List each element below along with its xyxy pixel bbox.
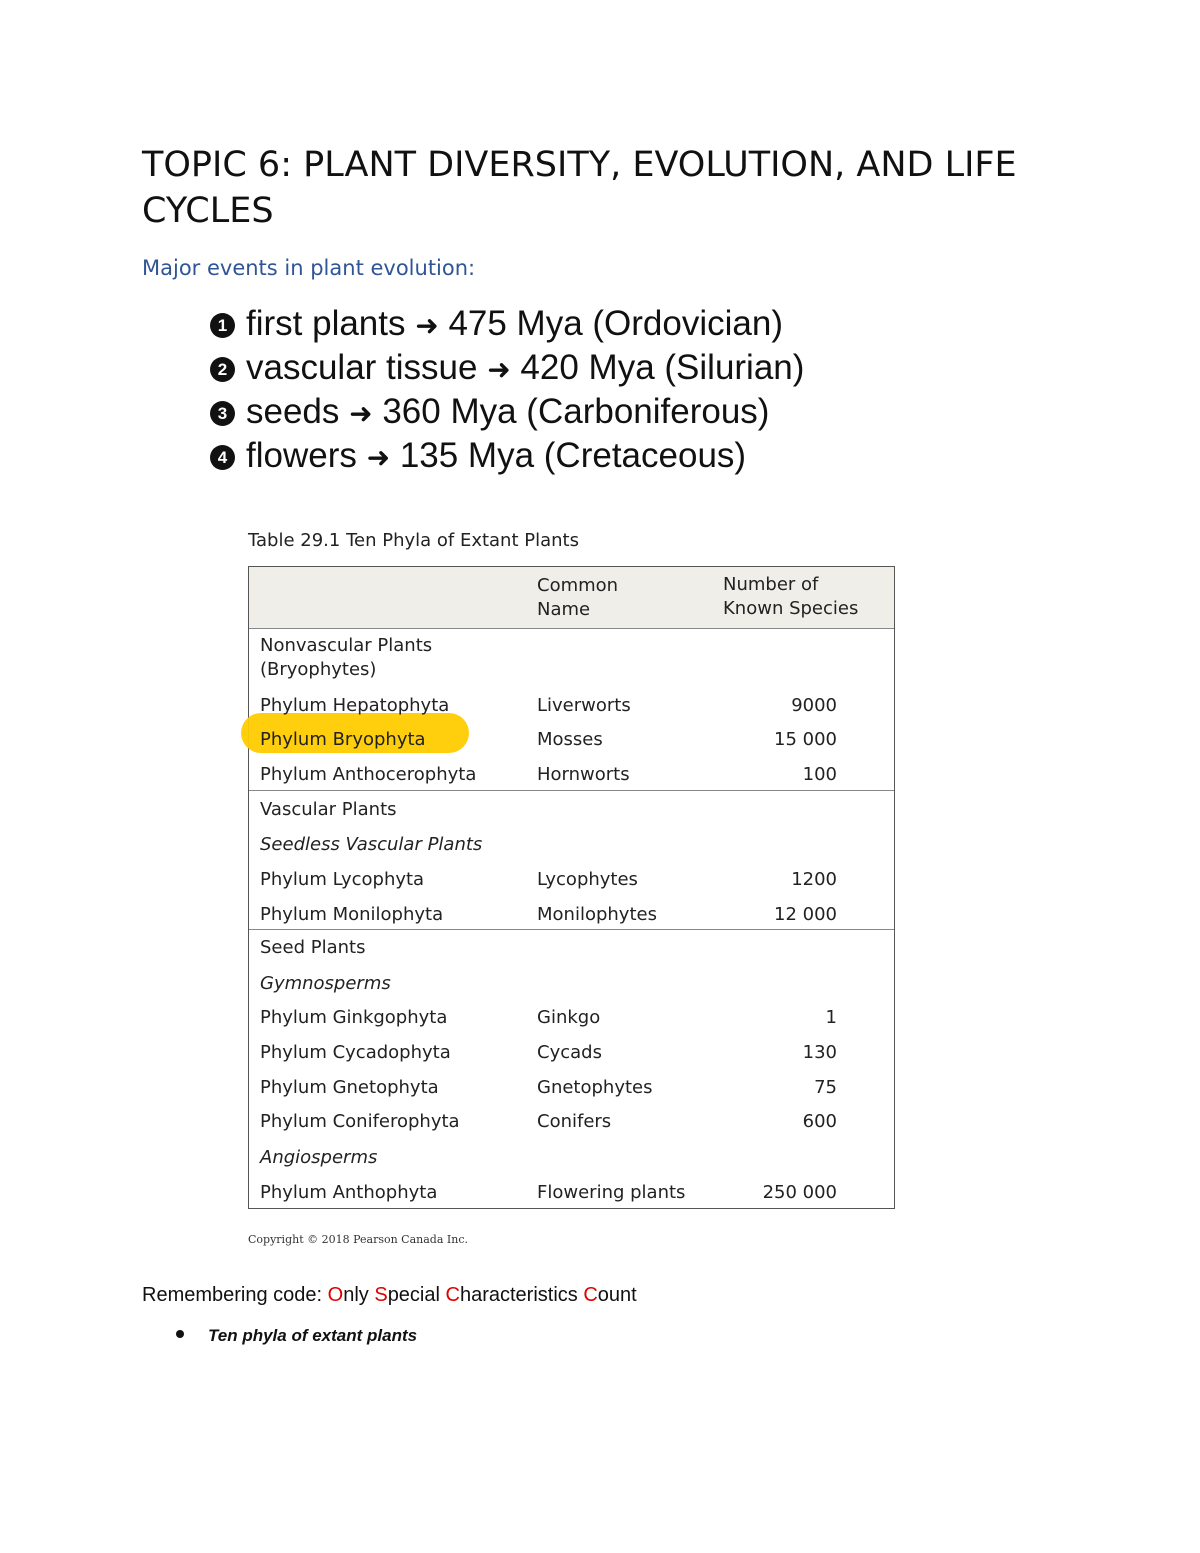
arrow-icon: ➜ xyxy=(349,397,373,430)
table-row-phylum: Phylum Bryophyta xyxy=(260,729,426,750)
table-row-count: 100 xyxy=(802,764,837,785)
table-row-common: Ginkgo xyxy=(537,1007,601,1028)
table-caption: Table 29.1 Ten Phyla of Extant Plants xyxy=(248,530,579,551)
event-label: flowers xyxy=(246,436,357,475)
code-word-rest: ount xyxy=(597,1284,637,1306)
copyright-notice: Copyright © 2018 Pearson Canada Inc. xyxy=(248,1233,468,1246)
section-divider xyxy=(249,929,894,930)
table-row-phylum: Phylum Monilophyta xyxy=(260,904,444,925)
table-row-common: Gnetophytes xyxy=(537,1077,653,1098)
table-row-common: Liverworts xyxy=(537,695,631,716)
bullet-icon xyxy=(176,1330,184,1338)
number-badge-icon: 2 xyxy=(210,357,235,382)
subsection-heading: Angiosperms xyxy=(260,1147,378,1168)
event-value: 360 Mya (Carboniferous) xyxy=(382,392,770,431)
table-row-count: 130 xyxy=(802,1042,837,1063)
event-item xyxy=(210,434,804,478)
remembering-code xyxy=(142,1284,637,1307)
table-row-phylum: Phylum Cycadophyta xyxy=(260,1042,451,1063)
evolution-events-list xyxy=(210,302,804,478)
table-row-phylum: Phylum Hepatophyta xyxy=(260,695,450,716)
table-row-count: 15 000 xyxy=(774,729,837,750)
bullet-list-item xyxy=(176,1326,417,1346)
table-row-phylum: Phylum Coniferophyta xyxy=(260,1111,460,1132)
subsection-heading: Gymnosperms xyxy=(260,973,391,994)
table-row-count: 12 000 xyxy=(774,904,837,925)
table-row-phylum: Phylum Ginkgophyta xyxy=(260,1007,448,1028)
bullet-text: Ten phyla of extant plants xyxy=(208,1326,418,1345)
table-row-count: 1 xyxy=(825,1007,837,1028)
phyla-table xyxy=(248,566,895,1209)
event-value: 135 Mya (Cretaceous) xyxy=(399,436,747,475)
table-row-common: Cycads xyxy=(537,1042,602,1063)
event-label: vascular tissue xyxy=(246,348,478,387)
event-item xyxy=(210,390,804,434)
table-row-common: Mosses xyxy=(537,729,603,750)
section-heading: Vascular Plants xyxy=(260,799,397,820)
page-title: TOPIC 6: PLANT DIVERSITY, EVOLUTION, AND LIFE CYCLES xyxy=(142,145,1017,231)
number-badge-icon: 3 xyxy=(210,401,235,426)
event-label: seeds xyxy=(246,392,340,431)
number-badge-icon: 1 xyxy=(210,313,235,338)
code-letter: O xyxy=(327,1284,344,1306)
table-row-phylum: Phylum Anthophyta xyxy=(260,1182,438,1203)
arrow-icon: ➜ xyxy=(366,441,391,474)
table-row-count: 9000 xyxy=(791,695,837,716)
event-value: 420 Mya (Silurian) xyxy=(520,348,805,387)
section-heading-sub: (Bryophytes) xyxy=(260,659,377,680)
arrow-icon: ➜ xyxy=(415,309,439,342)
code-letter: C xyxy=(445,1284,460,1306)
table-row-common: Conifers xyxy=(537,1111,612,1132)
header-known-species: Number of Known Species xyxy=(723,574,859,619)
section-subtitle: Major events in plant evolution: xyxy=(142,256,476,280)
subsection-heading: Seedless Vascular Plants xyxy=(260,834,483,855)
code-letter: S xyxy=(374,1284,388,1306)
table-row-common: Flowering plants xyxy=(537,1182,686,1203)
table-row-phylum: Phylum Lycophyta xyxy=(260,869,425,890)
table-row-count: 75 xyxy=(814,1077,837,1098)
table-row-count: 600 xyxy=(802,1111,837,1132)
event-label: first plants xyxy=(246,304,406,343)
section-divider xyxy=(249,790,894,791)
table-row-count: 1200 xyxy=(791,869,837,890)
event-value: 475 Mya (Ordovician) xyxy=(448,304,784,343)
table-row-phylum: Phylum Anthocerophyta xyxy=(260,764,477,785)
table-row-common: Monilophytes xyxy=(537,904,657,925)
table-row-common: Lycophytes xyxy=(537,869,638,890)
table-row-common: Hornworts xyxy=(537,764,630,785)
event-item xyxy=(210,346,804,390)
number-badge-icon: 4 xyxy=(210,445,235,470)
section-heading: Nonvascular Plants xyxy=(260,635,433,656)
table-header xyxy=(249,567,894,629)
code-word-rest: pecial xyxy=(387,1284,446,1306)
event-item xyxy=(210,302,804,346)
table-row-phylum: Phylum Gnetophyta xyxy=(260,1077,439,1098)
header-common-name: Common Name xyxy=(537,575,619,620)
code-word-rest: haracteristics xyxy=(459,1284,584,1306)
code-letter: C xyxy=(583,1284,598,1306)
code-word-rest: nly xyxy=(343,1284,375,1306)
arrow-icon: ➜ xyxy=(487,353,511,386)
section-heading: Seed Plants xyxy=(260,937,366,958)
remember-prefix: Remembering code: xyxy=(142,1284,328,1306)
table-row-count: 250 000 xyxy=(762,1182,837,1203)
